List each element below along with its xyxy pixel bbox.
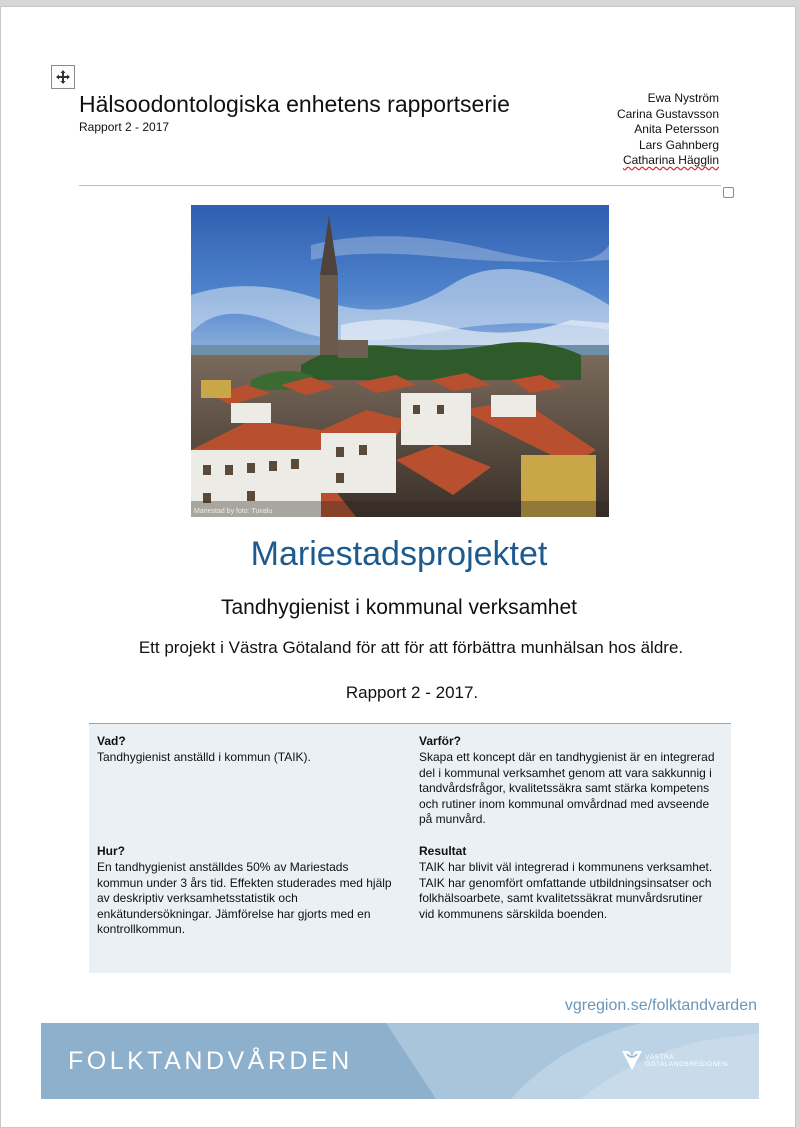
region-name-line: GÖTALANDSREGIONEN	[645, 1061, 728, 1068]
document-page	[0, 6, 796, 1128]
report-title: Mariestadsprojektet	[250, 535, 548, 573]
town-photo-illustration	[191, 205, 609, 517]
author-name: Lars Gahnberg	[638, 137, 719, 152]
move-arrows-icon	[55, 69, 71, 85]
author-name	[617, 153, 719, 169]
summary-text: Skapa ett koncept där en tandhygienist är en integrerad del i kommunal verksamhet genom att vara sakkunnig i tandvårdsfrågor, kvalitetssäkra samt stärka kompetens och rutiner inom kommunal omvårdnad med avseende på munvård.	[419, 750, 715, 826]
table-resize-handle[interactable]	[723, 187, 734, 198]
region-name-line: VÄSTRA	[645, 1053, 675, 1061]
summary-cell-vad[interactable]	[97, 734, 397, 766]
photo-credit: Mariestad by foto: Tuvalu	[194, 508, 273, 515]
summary-heading: Hur?	[97, 844, 125, 858]
region-logo-icon	[621, 1048, 643, 1074]
summary-heading: Varför?	[419, 734, 462, 748]
summary-heading: Vad?	[97, 734, 126, 748]
footer-banner	[41, 1023, 759, 1099]
cover-photo	[191, 205, 609, 517]
footer-url-link[interactable]: vgregion.se/folktandvarden	[564, 997, 757, 1014]
banner-brand-text: FOLKTANDVÅRDEN	[68, 1047, 353, 1075]
region-logo	[621, 1048, 728, 1074]
report-tagline: Ett projekt i Västra Götaland för att för att förbättra munhälsan hos äldre.	[138, 638, 684, 657]
summary-text: TAIK har blivit väl integrerad i kommunens verksamhet. TAIK har genomfört omfattande utbildningsinsatser och folkhälsoarbete, samt kvalitetssäkrat munvårdsrutiner vid kommunens särskilda boenden.	[419, 860, 713, 921]
report-number: Rapport 2 - 2017.	[345, 683, 479, 702]
author-name: Ewa Nyström	[647, 91, 719, 105]
region-name	[645, 1054, 728, 1069]
author-list	[617, 91, 719, 169]
series-title: Hälsoodontologiska enhetens rapportserie	[79, 91, 510, 117]
summary-heading: Resultat	[419, 844, 467, 858]
summary-cell-resultat[interactable]	[419, 844, 719, 922]
author-name: Carina Gustavsson	[616, 106, 719, 121]
table-move-handle[interactable]	[51, 65, 75, 89]
summary-table[interactable]	[89, 723, 731, 973]
summary-cell-varfor[interactable]	[419, 734, 719, 826]
summary-text: En tandhygienist anställdes 50% av Mariestads kommun under 3 års tid. Effekten studerades med hjälp av deskriptiv verksamhetsstatistik och enkätundersökningar. Jämförelse har gjorts med en kontrollkommun.	[97, 860, 392, 937]
report-subtitle: Tandhygienist i kommunal verksamhet	[221, 596, 577, 619]
author-name: Anita Petersson	[634, 122, 719, 136]
spellcheck-underlined-name[interactable]: Catharina Hägglin	[622, 153, 719, 167]
summary-text: Tandhygienist anställd i kommun (TAIK).	[97, 750, 311, 765]
summary-cell-hur[interactable]	[97, 844, 397, 937]
header-divider	[79, 185, 721, 186]
series-report-number: Rapport 2 - 2017	[79, 120, 170, 134]
